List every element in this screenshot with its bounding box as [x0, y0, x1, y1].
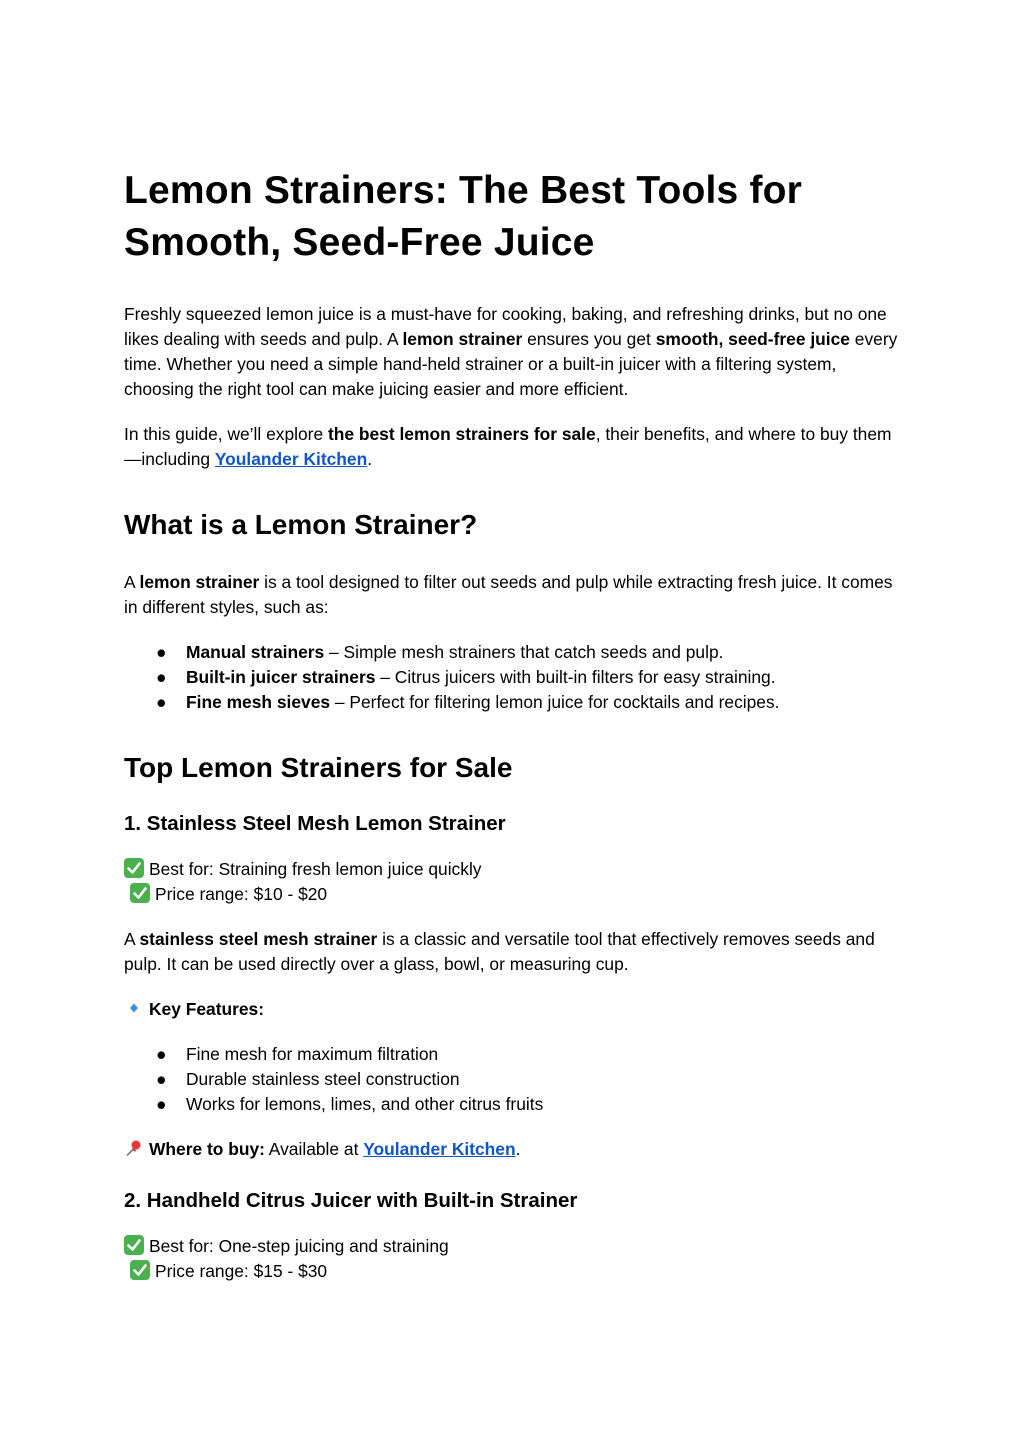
text-run: Freshly squeezed lemon juice is a must-have for cooking, baking, and refreshing drinks, but no one likes dealing with seeds and pulp. A — [124, 304, 887, 349]
text-run: every time. Whether you need a simple hand-held strainer or a built-in juicer with a filtering system, choosing the right tool can make juicing easier and more efficient. — [124, 329, 898, 399]
section-heading-what-is: What is a Lemon Strainer? — [124, 509, 478, 540]
small-blue-diamond-icon — [124, 998, 144, 1018]
product-1-heading: 1. Stainless Steel Mesh Lemon Strainer — [124, 812, 506, 835]
what-is-paragraph — [124, 570, 904, 620]
bullet-dot: ● — [156, 1044, 167, 1064]
list-item — [124, 1067, 904, 1092]
youlander-kitchen-link[interactable]: Youlander Kitchen — [363, 1139, 516, 1159]
text-run: Fine mesh for maximum filtration — [186, 1044, 439, 1064]
intro-paragraph-2 — [124, 422, 904, 472]
bold-text: Built-in juicer strainers — [186, 667, 376, 687]
product-1-best-for — [124, 857, 904, 882]
bold-text: Key Features: — [149, 999, 265, 1019]
product-2-price — [124, 1259, 904, 1284]
text-run: , their benefits, and where to buy them—including — [124, 424, 892, 469]
pushpin-icon — [124, 1138, 144, 1158]
list-item — [124, 1092, 904, 1117]
text-run: – Simple mesh strainers that catch seeds and pulp. — [324, 642, 724, 662]
document-page — [124, 165, 904, 1304]
intro-paragraph-1 — [124, 302, 904, 402]
bold-text: the best lemon strainers for sale — [327, 424, 596, 444]
check-mark-icon — [124, 858, 144, 878]
bold-text: Where to buy: — [149, 1139, 265, 1159]
bullet-dot: ● — [156, 1069, 167, 1089]
bold-text: Fine mesh sieves — [186, 692, 331, 712]
key-features-label — [124, 997, 904, 1022]
key-features-list — [124, 1042, 904, 1117]
section-heading-top-strainers: Top Lemon Strainers for Sale — [124, 752, 513, 783]
text-run: Price range: $15 - $30 — [155, 1261, 328, 1281]
text-run: Available at — [264, 1139, 364, 1159]
check-mark-icon — [130, 1260, 150, 1280]
text-run: is a classic and versatile tool that effectively removes seeds and pulp. It can be used directly over a glass, bowl, or measuring cup. — [124, 929, 875, 974]
bullet-dot: ● — [156, 642, 167, 662]
product-2-heading: 2. Handheld Citrus Juicer with Built-in Strainer — [124, 1189, 578, 1212]
text-run: A — [124, 929, 140, 949]
bold-text: Manual strainers — [186, 642, 325, 662]
bold-text: lemon strainer — [402, 329, 523, 349]
bullet-dot: ● — [156, 692, 167, 712]
text-run: – Perfect for filtering lemon juice for cocktails and recipes. — [330, 692, 780, 712]
text-run: is a tool designed to filter out seeds and pulp while extracting fresh juice. It comes in different styles, such as: — [124, 572, 893, 617]
text-run: Price range: $10 - $20 — [155, 884, 328, 904]
bullet-dot: ● — [156, 1094, 167, 1114]
product-1-description — [124, 927, 904, 977]
bold-text: smooth, seed-free juice — [655, 329, 850, 349]
where-to-buy — [124, 1137, 904, 1162]
page-title: Lemon Strainers: The Best Tools for Smooth, Seed-Free Juice — [124, 169, 803, 264]
text-run: . — [367, 449, 373, 469]
text-run: Best for: One-step juicing and straining — [149, 1236, 449, 1256]
text-run: Durable stainless steel construction — [186, 1069, 460, 1089]
youlander-kitchen-link[interactable]: Youlander Kitchen — [214, 449, 368, 469]
text-run: Best for: Straining fresh lemon juice quickly — [149, 859, 482, 879]
text-run: Works for lemons, limes, and other citrus fruits — [186, 1094, 544, 1114]
bold-text: stainless steel mesh strainer — [139, 929, 378, 949]
list-item — [124, 1042, 904, 1067]
text-run: A — [124, 572, 140, 592]
check-mark-icon — [124, 1235, 144, 1255]
bullet-dot: ● — [156, 667, 167, 687]
bold-text: lemon strainer — [139, 572, 260, 592]
product-1-price — [124, 882, 904, 907]
text-run: ensures you get — [522, 329, 656, 349]
text-run: – Citrus juicers with built-in filters for easy straining. — [375, 667, 776, 687]
check-mark-icon — [130, 883, 150, 903]
list-item — [124, 665, 904, 690]
list-item — [124, 640, 904, 665]
text-run: In this guide, we’ll explore — [124, 424, 328, 444]
text-run: . — [515, 1139, 521, 1159]
product-2-best-for — [124, 1234, 904, 1259]
list-item — [124, 690, 904, 715]
strainer-types-list — [124, 640, 904, 715]
